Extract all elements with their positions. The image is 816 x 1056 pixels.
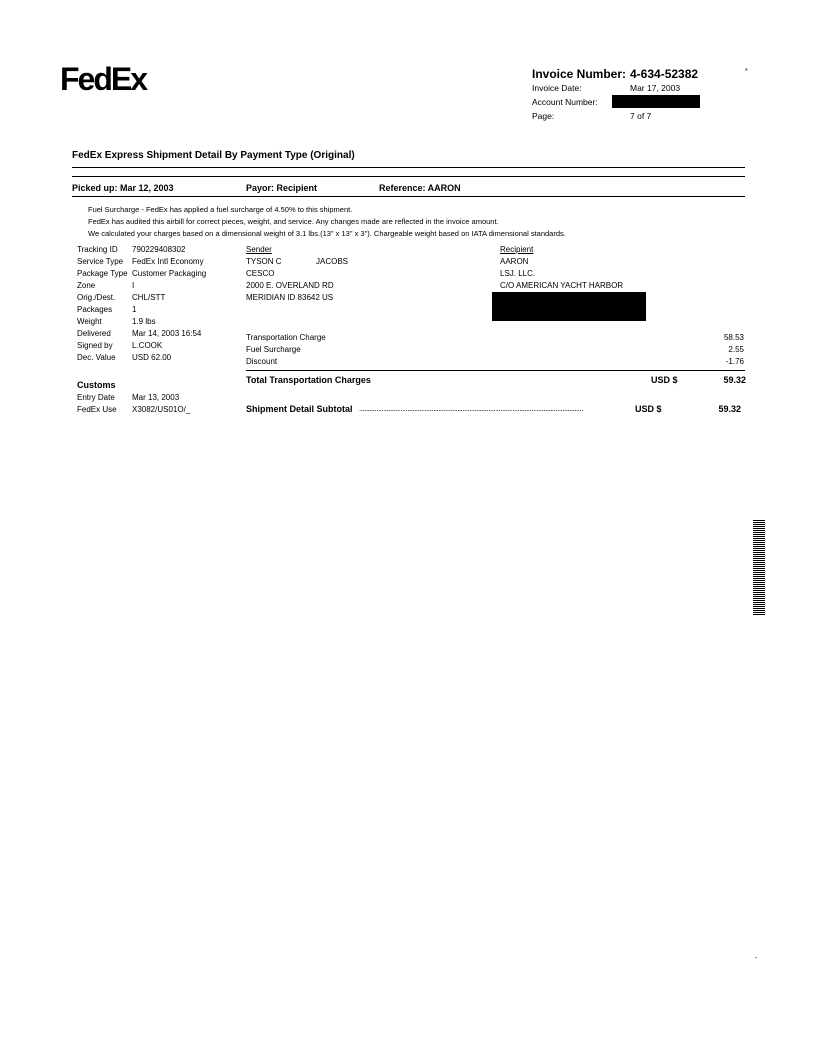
sender-line: 2000 E. OVERLAND RD	[246, 281, 334, 290]
account-number-label: Account Number:	[532, 97, 598, 107]
fedex-logo	[60, 62, 166, 96]
sender-last-name: JACOBS	[316, 257, 349, 266]
recipient-heading: Recipient	[500, 245, 534, 254]
customs-label: FedEx Use	[77, 405, 117, 414]
account-number-redaction	[612, 95, 700, 108]
charge-amount: 58.53	[723, 333, 744, 342]
note-line: Fuel Surcharge - FedEx has applied a fuel surcharge of 4.50% to this shipment.	[88, 205, 353, 214]
picked-up: Picked up: Mar 12, 2003	[72, 183, 174, 193]
sender-line: MERIDIAN ID 83642 US	[246, 293, 334, 302]
invoice-date-label: Invoice Date:	[532, 83, 582, 93]
bar-bottom-rule	[72, 196, 745, 197]
detail-label: Tracking ID	[77, 245, 118, 254]
sender-line: CESCO	[246, 269, 275, 278]
sender-first-name: TYSON C	[246, 257, 282, 266]
section-title: FedEx Express Shipment Detail By Payment Type (Original)	[72, 150, 355, 161]
detail-value: CHL/STT	[132, 293, 166, 302]
note-line: We calculated your charges based on a dimensional weight of 3.1 lbs.(13" x 13" x 3"). Chargeable weight based on IATA dimensional standards.	[88, 229, 566, 238]
detail-label: Delivered	[77, 329, 111, 338]
charge-amount: 2.55	[728, 345, 744, 354]
page-label: Page:	[532, 111, 555, 121]
subtotal-currency: USD $	[635, 404, 662, 414]
note-line: FedEx has audited this airbill for correct pieces, weight, and service. Any changes made are reflected in the invoice amount.	[88, 217, 499, 226]
detail-value: 1.9 lbs	[132, 317, 156, 326]
charge-label: Transportation Charge	[246, 333, 326, 342]
detail-label: Package Type	[77, 269, 128, 278]
page-value: 7 of 7	[630, 111, 652, 121]
invoice-number-value: 4-634-52382	[630, 67, 699, 81]
total-label: Total Transportation Charges	[246, 375, 371, 385]
invoice-date-value: Mar 17, 2003	[630, 83, 681, 93]
customs-value: X3082/US01O/_	[132, 405, 191, 414]
recipient-address-redaction	[492, 292, 646, 321]
barcode	[753, 520, 765, 620]
detail-value: 790229408302	[132, 245, 186, 254]
subtotal-amount: 59.32	[718, 404, 741, 414]
detail-label: Service Type	[77, 257, 124, 266]
charge-label: Discount	[246, 357, 278, 366]
invoice-number-label: Invoice Number:	[532, 67, 627, 81]
detail-value: Mar 14, 2003 16:54	[132, 329, 202, 338]
subtotal-leader: ..................................................................................................................................	[359, 404, 583, 413]
detail-label: Dec. Value	[77, 353, 116, 362]
detail-value: USD 62.00	[132, 353, 172, 362]
bar-top-rule	[72, 176, 745, 177]
top-mark: *	[745, 68, 748, 75]
recipient-line: C/O AMERICAN YACHT HARBOR	[500, 281, 624, 290]
recipient-line: LSJ. LLC.	[500, 269, 536, 278]
customs-heading: Customs	[77, 380, 116, 390]
customs-value: Mar 13, 2003	[132, 393, 180, 402]
logo-fed: FedEx	[60, 62, 147, 96]
detail-label: Orig./Dest.	[77, 293, 116, 302]
detail-value: Customer Packaging	[132, 269, 207, 278]
title-rule	[72, 167, 745, 168]
subtotal-label: Shipment Detail Subtotal	[246, 404, 353, 414]
reference: Reference: AARON	[379, 183, 461, 193]
payor: Payor: Recipient	[246, 183, 318, 193]
detail-value: FedEx Intl Economy	[132, 257, 204, 266]
charge-label: Fuel Surcharge	[246, 345, 301, 354]
total-amount: 59.32	[723, 375, 746, 385]
detail-label: Weight	[77, 317, 102, 326]
detail-label: Packages	[77, 305, 113, 314]
detail-value: 1	[132, 305, 137, 314]
total-currency: USD $	[651, 375, 678, 385]
detail-label: Signed by	[77, 341, 113, 350]
sender-heading: Sender	[246, 245, 272, 254]
charges-rule	[246, 370, 745, 371]
detail-value: L.COOK	[132, 341, 163, 350]
customs-label: Entry Date	[77, 393, 115, 402]
detail-value: I	[132, 281, 135, 290]
bottom-mark: -	[755, 955, 758, 962]
recipient-line: AARON	[500, 257, 529, 266]
charge-amount: -1.76	[725, 357, 744, 366]
detail-label: Zone	[77, 281, 96, 290]
